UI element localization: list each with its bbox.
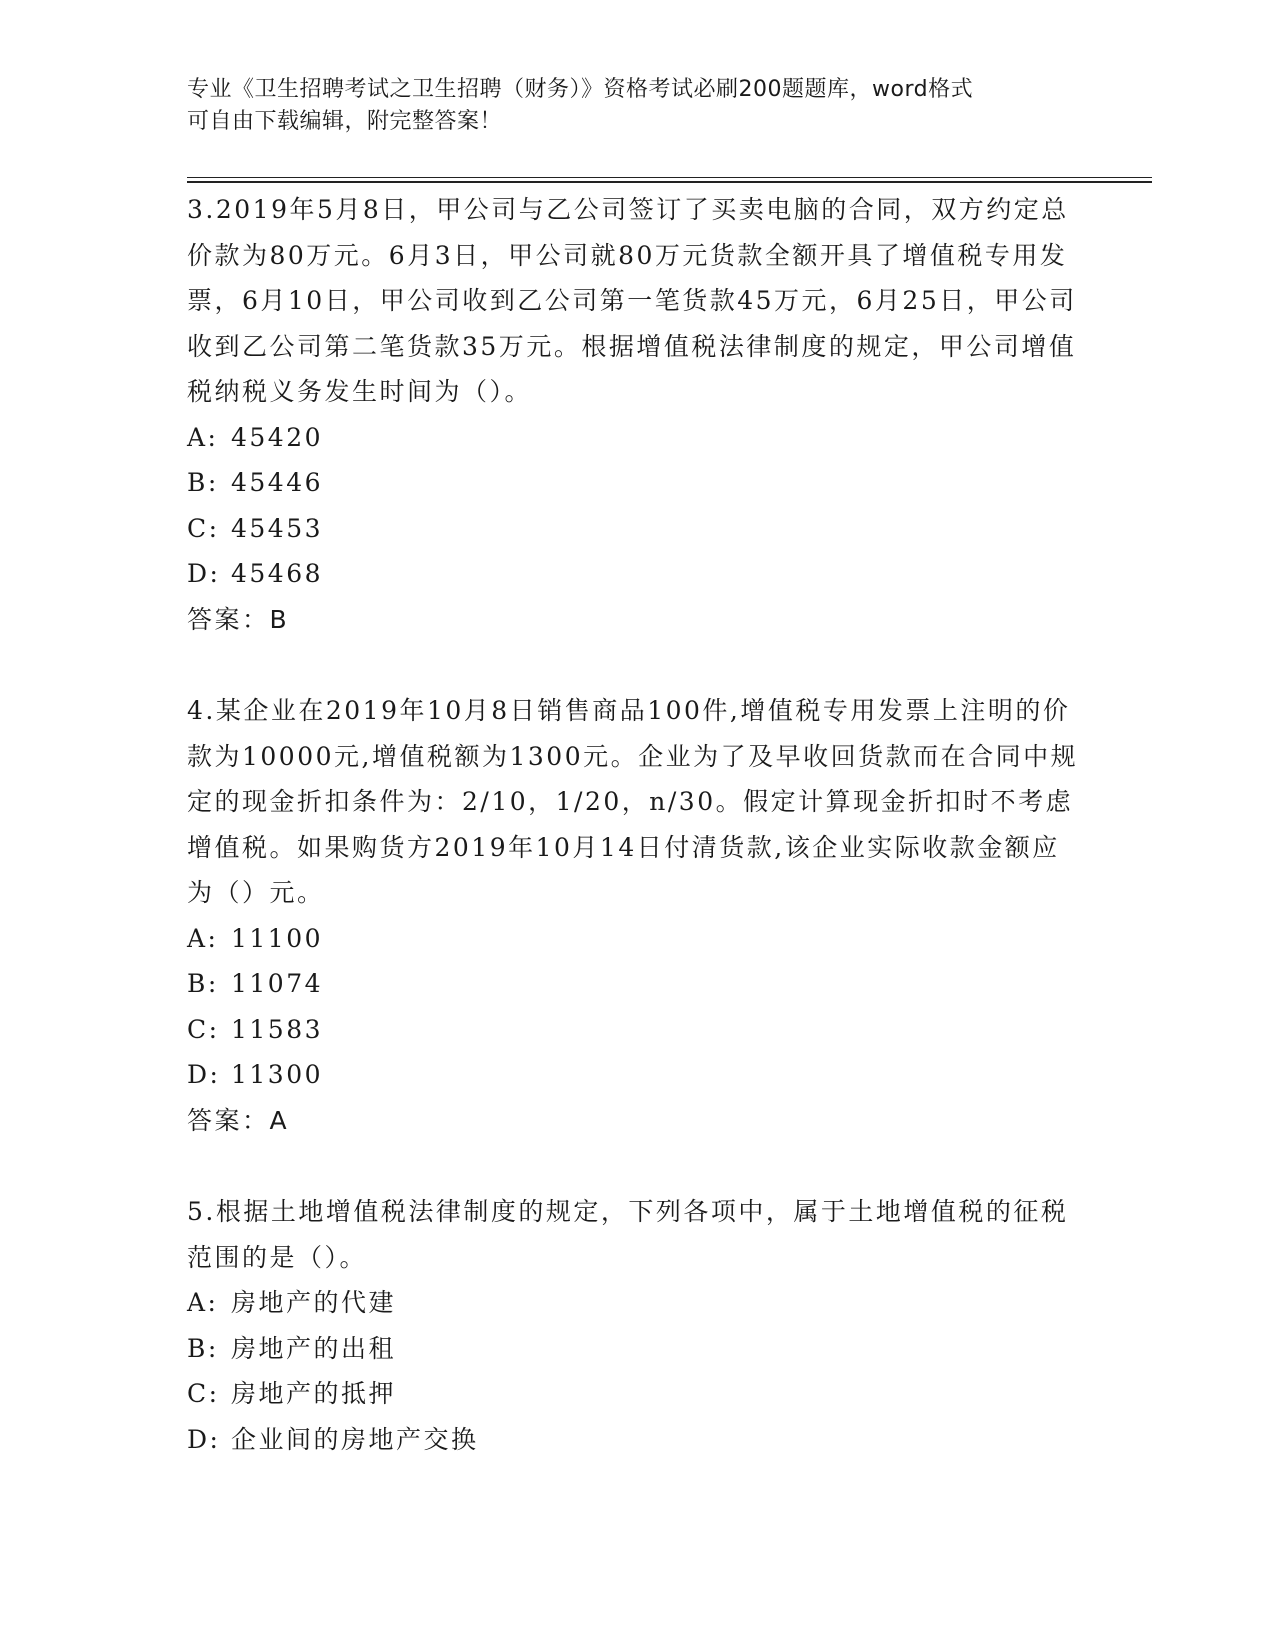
header-divider-thick	[187, 181, 1152, 183]
option-d	[187, 551, 1087, 597]
option-text: 11583	[231, 1014, 324, 1044]
option-text: 45468	[231, 559, 324, 588]
option-d	[187, 1417, 1087, 1463]
option-key: A:	[187, 1288, 219, 1317]
option-key: B:	[187, 1333, 219, 1363]
question-list	[187, 187, 1087, 1508]
question-3	[187, 187, 1087, 642]
header-line-2: 可自由下载编辑，附完整答案！	[187, 109, 503, 134]
option-key: D:	[187, 1060, 221, 1089]
option-text: 45420	[231, 422, 324, 452]
option-b	[187, 460, 1087, 506]
option-text: 企业间的房地产交换	[231, 1424, 479, 1454]
question-stem: 5.根据土地增值税法律制度的规定，下列各项中，属于土地增值税的征税范围的是（）。	[187, 1197, 1069, 1272]
option-b	[187, 961, 1087, 1007]
header-line-1: 专业《卫生招聘考试之卫生招聘（财务）》资格考试必刷200题题库，word格式	[187, 77, 974, 102]
option-c	[187, 506, 1087, 552]
option-a	[187, 916, 1087, 962]
option-text: 房地产的出租	[231, 1333, 397, 1363]
option-key: A:	[187, 923, 219, 953]
option-key: B:	[187, 969, 219, 998]
option-c	[187, 1371, 1087, 1417]
header-divider-thin	[187, 177, 1152, 178]
option-key: A:	[187, 422, 219, 452]
option-a	[187, 415, 1087, 461]
option-key: D:	[187, 1424, 221, 1454]
option-key: B:	[187, 468, 219, 497]
option-b	[187, 1326, 1087, 1372]
question-4	[187, 688, 1087, 1143]
option-text: 11300	[231, 1060, 324, 1089]
option-c	[187, 1007, 1087, 1053]
document-header	[187, 74, 1067, 138]
option-key: C:	[187, 1014, 220, 1044]
option-key: C:	[187, 513, 220, 543]
option-text: 11100	[231, 923, 324, 953]
option-a	[187, 1280, 1087, 1326]
option-text: 11074	[231, 969, 324, 998]
option-text: 房地产的抵押	[231, 1379, 397, 1408]
option-text: 房地产的代建	[231, 1288, 397, 1317]
option-text: 45446	[231, 468, 324, 497]
answer-line: 答案：A	[187, 1105, 290, 1135]
option-key: C:	[187, 1379, 220, 1408]
option-key: D:	[187, 559, 221, 588]
question-stem: 3.2019年5月8日，甲公司与乙公司签订了买卖电脑的合同，双方约定总价款为80万元。6月3日，甲公司就80万元货款全额开具了增值税专用发票，6月10日，甲公司收到乙公司第一笔货款45万元，6月25日，甲公司收到乙公司第二笔货款35万元。根据增值税法律制度的规定，甲公司增值税纳税义务发生时间为（）。	[187, 195, 1077, 406]
question-stem: 4.某企业在2019年10月8日销售商品100件,增值税专用发票上注明的价款为10000元,增值税额为1300元。企业为了及早收回货款而在合同中规定的现金折扣条件为：2/10，1/20，n/30。假定计算现金折扣时不考虑增值税。如果购货方2019年10月14日付清货款,该企业实际收款金额应为（）元。	[187, 696, 1079, 907]
option-text: 45453	[231, 513, 324, 543]
question-5	[187, 1189, 1087, 1462]
answer-line: 答案：B	[187, 604, 290, 634]
option-d	[187, 1052, 1087, 1098]
